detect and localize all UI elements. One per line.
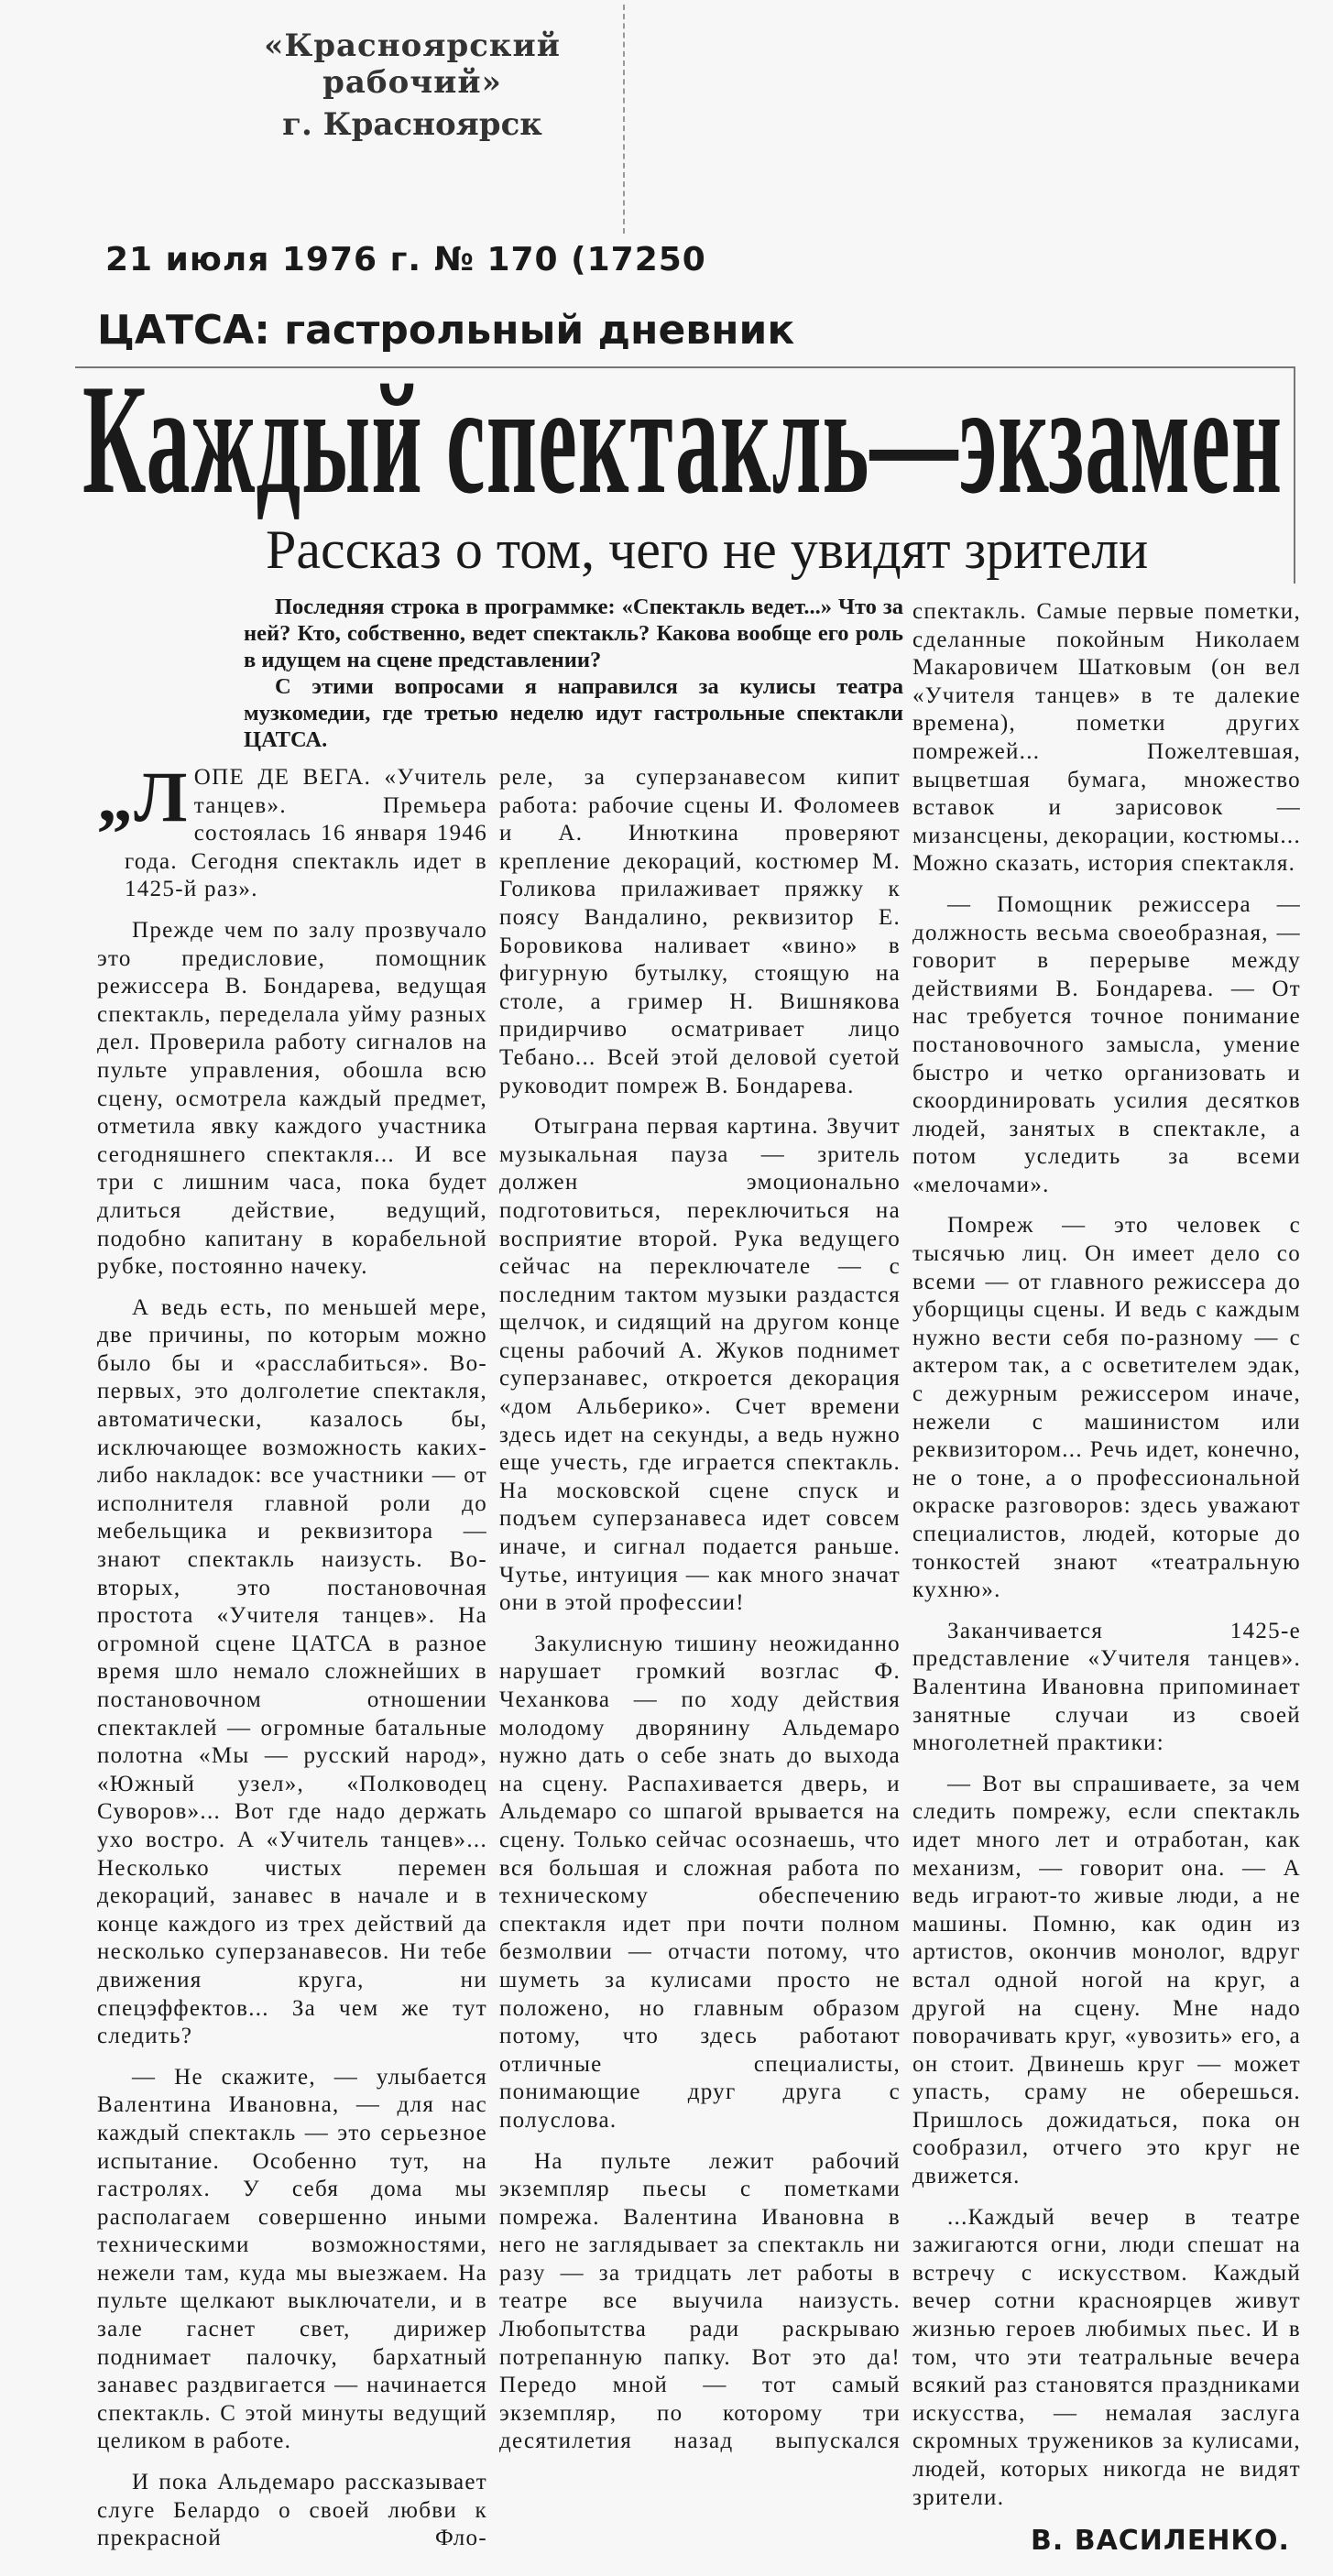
body-paragraph: А ведь есть, по меньшей мере, две причины, по которым можно было бы и «расслабиться». Во-первых, это долголетие спектакля, автоматически, казалось бы, исключающее возможность каких-либо накладок: все участники — от исполнителя главной роли до мебельщика и реквизитора — знают спектакль наизусть. Во-вторых, это постановочная простота «Учителя танцев». На огромной сцене ЦАТСА в разное время шло немало сложнейших в постановочном отношении спектаклей — огромные батальные полотна «Мы — русский народ», «Южный узел», «Полководец Суворов»... Вот где надо держать ухо востро. А «Учитель танцев»... Несколько чистых перемен декораций, занавес в начале и в конце каждого из трех действий да несколько суперзанавесов. Ни тебе движения круга, ни спецэффектов... За чем же тут следить?: [97, 1294, 487, 2049]
article-lead: [244, 594, 903, 753]
paragraph-text: ОПЕ ДЕ ВЕГА. «Учитель танцев». Премьера состоялась 16 января 1946 года. Сегодня спектакль идет в 1425-й раз».: [125, 765, 487, 902]
article-column-2: [499, 764, 901, 2456]
lead-paragraph: Последняя строка в программке: «Спектакль ведет...» Что за ней? Кто, собственно, ведет спектакль? Какова вообще его роль в идущем на сцене представлении?: [244, 595, 903, 672]
body-paragraph: спектакль. Самые первые пометки, сделанные покойным Николаем Макаровичем Шатковым (он вел «Учителя танцев» в те далекие времена), пометки других помрежей... Пожелтевшая, выцветшая бумага, множество вставок и зарисовок — мизансцены, декорации, костюмы... Можно сказать, история спектакля.: [912, 599, 1301, 877]
body-paragraph: — Не скажите, — улыбается Валентина Ивановна, — для нас каждый спектакль — это серьезное испытание. Особенно тут, на гастролях. У себя дома мы располагаем совершенно иными техническими возможностями, нежели там, куда мы выезжаем. На пульте щелкают выключатели, и в зале гаснет свет, дирижер поднимает палочку, бархатный занавес раздвигается — начинается спектакль. С этой минуты ведущий целиком в работе.: [97, 2064, 487, 2454]
article-title: Каждый спектакль—экзамен: [82, 353, 1284, 527]
article-column-1: [97, 757, 487, 2553]
issue-date-line: 21 июля 1976 г. № 170 (17250: [105, 241, 706, 278]
body-paragraph: ...Каждый вечер в театре зажигаются огни, люди спешат на встречу с искусством. Каждый вечер сотни красноярцев живут жизнью героев любимых пьес. И в том, что эти театральные вечера всякий раз становятся праздниками искусства, — немалая заслуга скромных тружеников за кулисами, людей, которых никогда не видят зрители.: [912, 2204, 1301, 2510]
drop-cap: „Л: [97, 757, 189, 836]
stamp-city: г. Красноярск: [282, 106, 542, 143]
article-column-3: [912, 598, 1301, 2512]
stamp-newspaper-name: «Красноярский рабочий»: [264, 27, 561, 101]
body-paragraph: реле, за суперзанавесом кипит работа: рабочие сцены И. Фоломеев и А. Инюткина проверяют крепление декораций, костюмер М. Голикова прилаживает пряжку к поясу Вандалино, реквизитор Е. Боровикова наливает «вино» в фигурную бутылку, стоящую на столе, а гример Н. Вишнякова придирчиво осматривает лицо Тебано... Всей этой деловой суетой руководит помреж В. Бондарева.: [499, 765, 901, 1098]
body-paragraph: На пульте лежит рабочий экземпляр пьесы с пометками помрежа. Валентина Ивановна в него не заглядывает за спектакль ни разу — за тридцать лет работы в театре все выучила наизусть. Любопытства ради раскрываю потрепанную папку. Вот это да! Передо мной — тот самый экземпляр, по которому три десятилетия назад выпускался: [499, 2148, 901, 2454]
rubric-heading: ЦАТСА: гастрольный дневник: [97, 307, 795, 354]
body-paragraph: Отыграна первая картина. Звучит музыкальная пауза — зритель должен эмоционально подготовиться, переключиться на восприятие второй. Рука ведущего сейчас на переключателе — с последним тактом музыки раздастся щелчок, и сидящий на другом конце сцены рабочий А. Жуков поднимет суперзанавес, откроется декорация «дом Альберико». Счет времени здесь идет на секунды, а ведь нужно еще учесть, где играется спектакль. На московской сцене спуск и подъем суперзанавеса идет совсем иначе, и сигнал подается раньше. Чутье, интуиция — как много значат они в этой профессии!: [499, 1114, 901, 1616]
body-paragraph: И пока Альдемаро рассказывает слуге Белардо о своей любви к прекрасной Фло-: [97, 2470, 487, 2551]
body-paragraph: Помреж — это человек с тысячью лиц. Он имеет дело со всеми — от главного режиссера до уборщицы сцены. И ведь с каждым нужно вести себя по-разному — с актером так, а с осветителем эдак, с дежурным режиссером иначе, нежели с машинистом или реквизитором... Речь идет, конечно, не о тоне, а о профессиональной окраске разговоров: здесь уважают специалистов, людей, которые до тонкостей знают «театральную кухню».: [912, 1213, 1301, 1603]
lead-paragraph: С этими вопросами я направился за кулисы театра музкомедии, где третью неделю идут гастрольные спектакли ЦАТСА.: [244, 674, 903, 752]
clipping-cut-line: [623, 5, 625, 234]
body-paragraph: Прежде чем по залу прозвучало это предисловие, помощник режиссера В. Бондарева, ведущая спектакль, переделала уйму разных дел. Проверила работу сигналов на пульте управления, обошла всю сцену, осмотрела каждый предмет, отметила явку каждого участника сегодняшнего спектакля... И все три с лишним часа, пока будет длиться действие, ведущий, подобно капитану в корабельной рубке, постоянно начеку.: [97, 917, 487, 1280]
body-paragraph: [97, 757, 487, 904]
body-paragraph: — Помощник режиссера — должность весьма своеобразная, — говорит в перерыве между действиями В. Бондарева. — От нас требуется точное понимание постановочного замысла, умение быстро и четко организовать и скоординировать усилия десятков людей, занятых в спектакле, а потом уследить за всеми «мелочами».: [912, 891, 1301, 1197]
newspaper-stamp: [211, 27, 614, 143]
author-signature: В. ВАСИЛЕНКО.: [1031, 2525, 1290, 2557]
body-paragraph: — Вот вы спрашиваете, за чем следить помрежу, если спектакль идет много лет и отработан, как механизм, — говорит она. — А ведь играют-то живые люди, а не машины. Помню, как один из артистов, окончив монолог, вдруг встал одной ногой на круг, а другой на сцену. Мне надо поворачивать круг, «увозить» его, а он стоит. Двинешь круг — может упасть, сраму не оберешься. Пришлось дожидаться, пока он сообразил, отчего это круг не движется.: [912, 1771, 1301, 2189]
article-subtitle: Рассказ о том, чего не увидят зрители: [266, 519, 1149, 580]
body-paragraph: Заканчивается 1425-е представление «Учителя танцев». Валентина Ивановна припоминает занятные случаи из своей многолетней практики:: [912, 1618, 1301, 1756]
body-paragraph: Закулисную тишину неожиданно нарушает громкий возглас Ф. Чеханкова — по ходу действия молодому дворянину Альдемаро нужно дать о себе знать до выхода на сцену. Распахивается дверь, и Альдемаро со шпагой врывается на сцену. Только сейчас осознаешь, что вся большая и сложная работа по техническому обеспечению спектакля идет при почти полном безмолвии — отчасти потому, что шуметь за кулисами просто не положено, но главным образом потому, что здесь работают отличные специалисты, понимающие друг друга с полуслова.: [499, 1631, 901, 2133]
